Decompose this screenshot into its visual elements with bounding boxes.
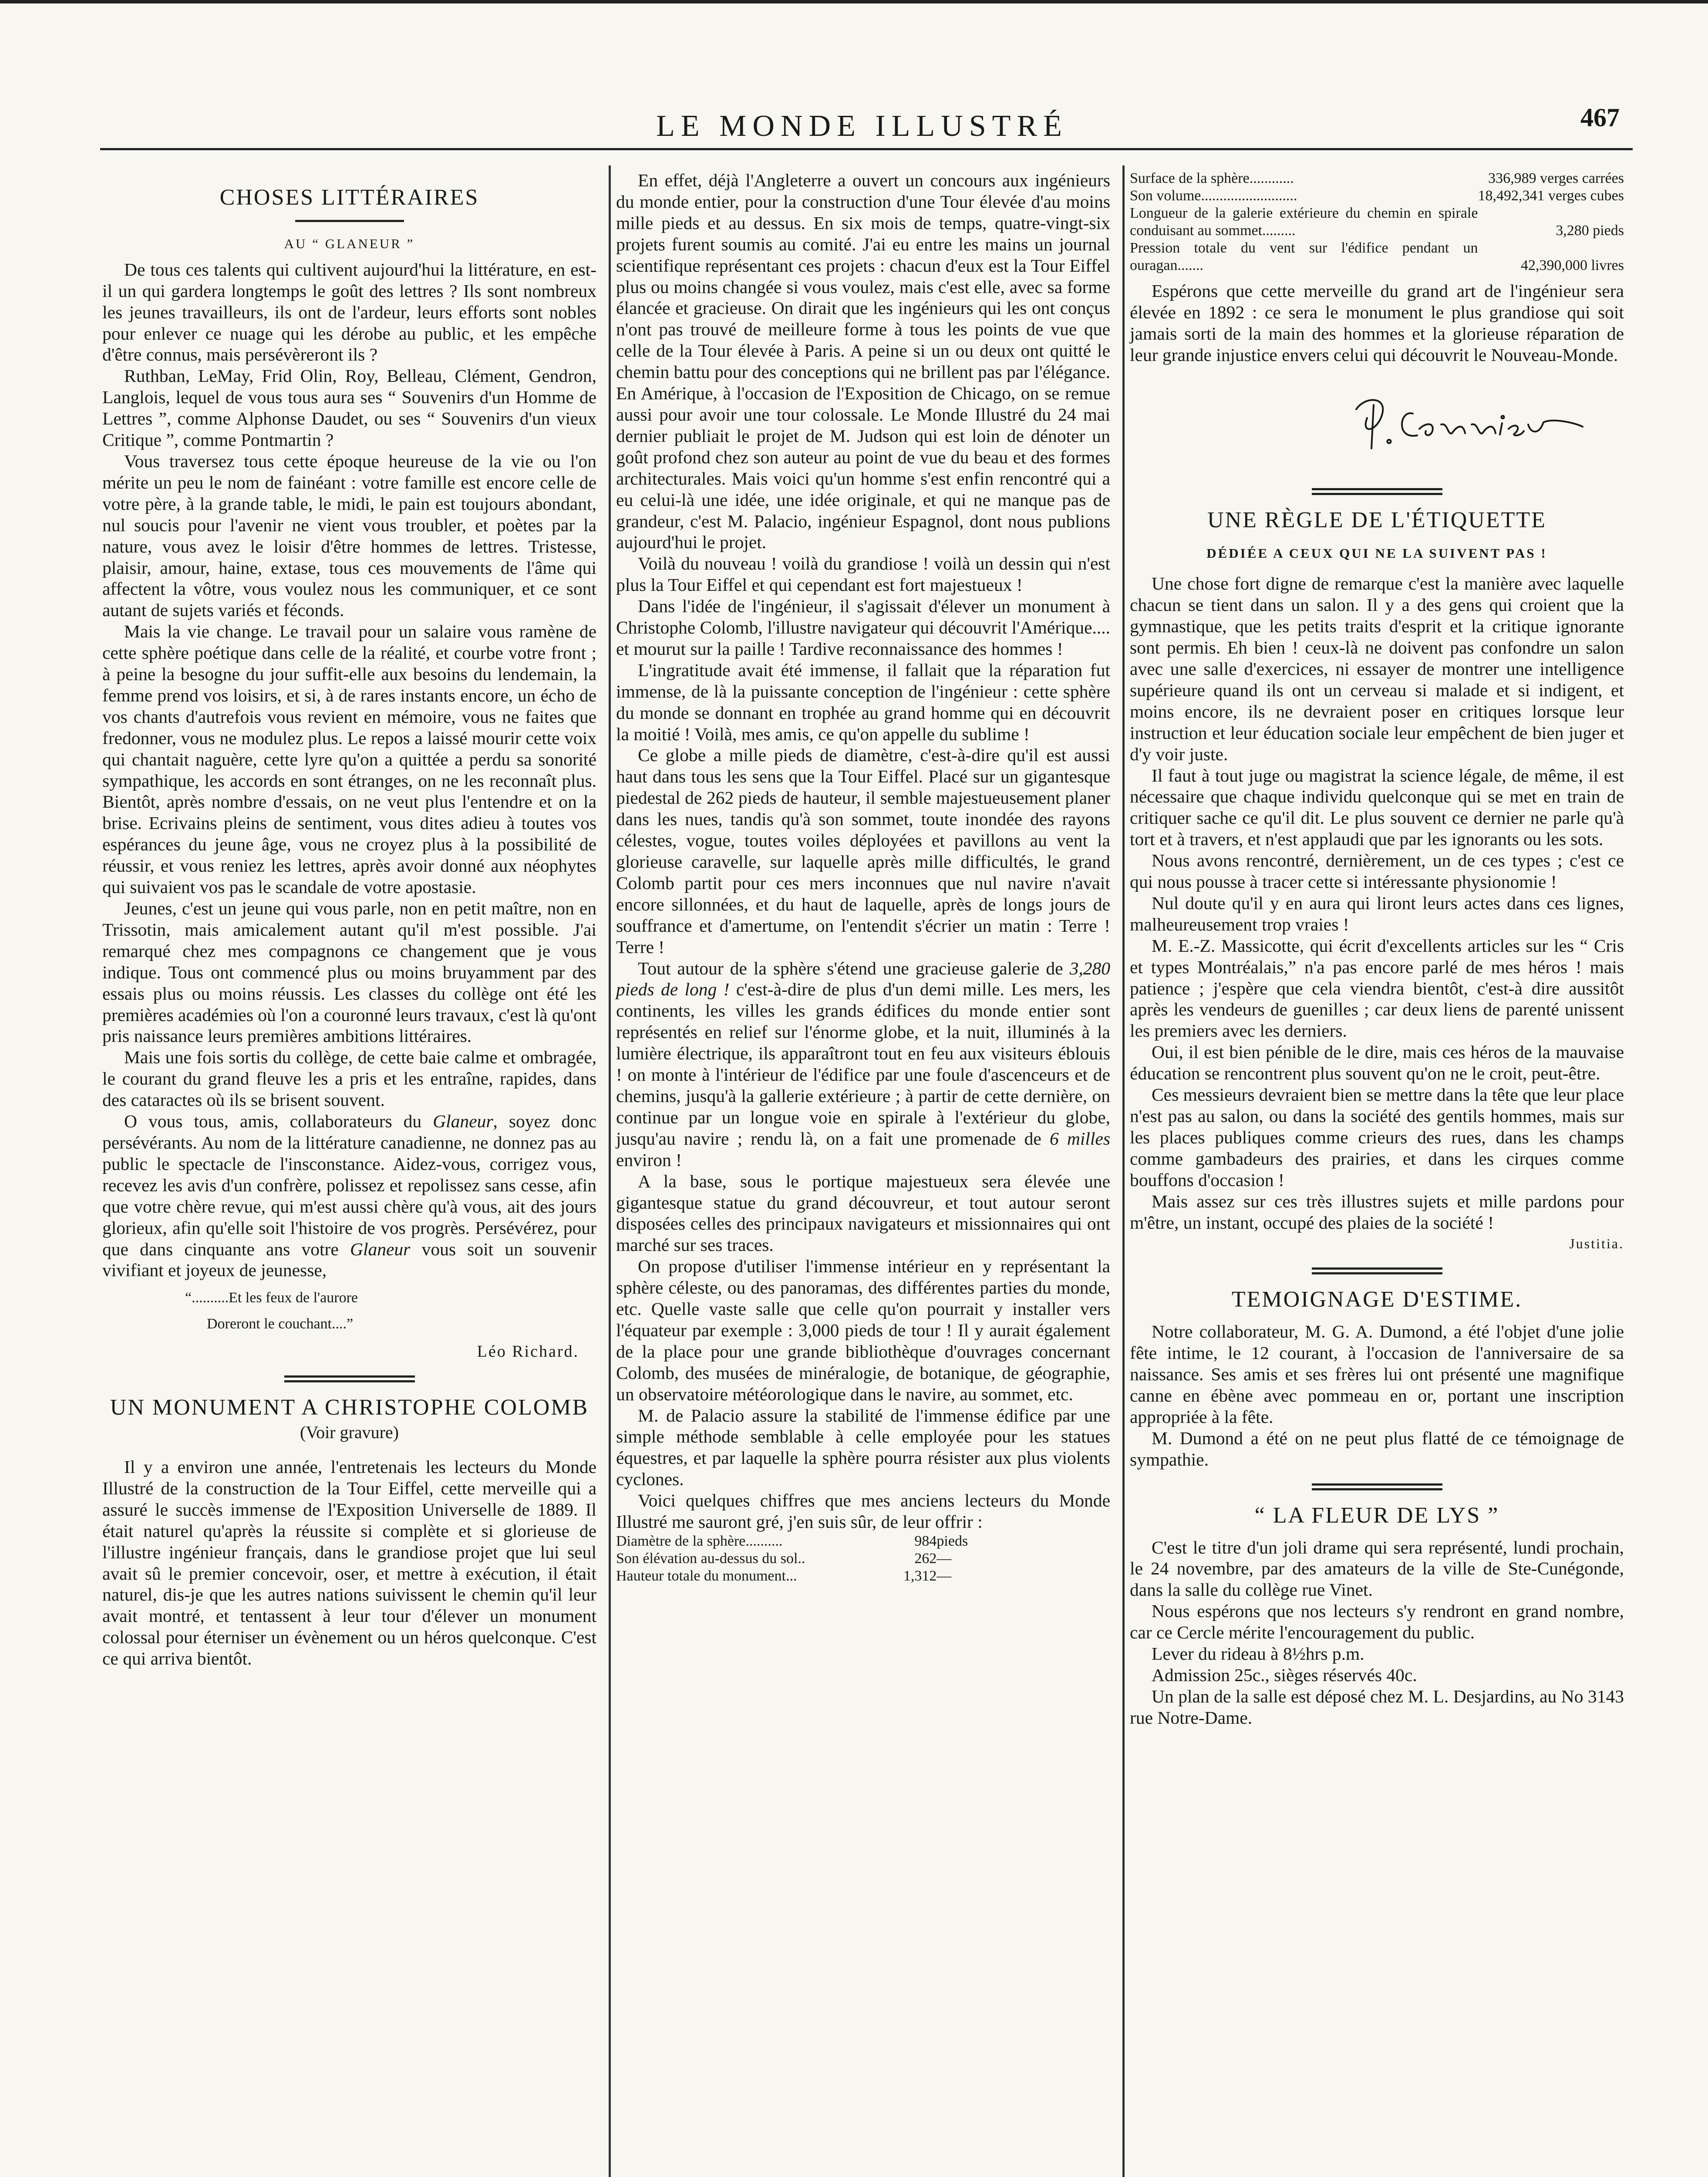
column-divider bbox=[1122, 165, 1125, 2177]
column-divider bbox=[609, 165, 611, 2177]
paragraph: Espérons que cette merveille du grand art de l'ingénieur sera élevée en 1892 : ce sera le monument le plus grandiose qui soit jamais sorti de la main des hommes et la glorieuse réparation de leur grande injustice envers celui qui découvrit le Nouveau-Monde. bbox=[1130, 281, 1624, 365]
paragraph: En effet, déjà l'Angleterre a ouvert un concours aux ingénieurs du monde entier, pour la construction d'une Tour élevée d'au moins mille pieds et au dessus. En six mois de temps, quatre-vingt-six projets furent soumis au comité. J'ai eu entre les mains un journal scientifique représentant ces projets : chacun d'eux est la Tour Eiffel plus ou moins changée si vous voulez, mais c'est elle, avec sa forme élancée et gracieuse. On dirait que les ingénieurs qui les ont conçus n'ont pas trouvé de meilleure forme à tous les points de vue que celle de la Tour élevée à Paris. A peine si un ou deux ont quitté le chemin battu pour des conceptions qui ne brillent pas par l'élégance. En Amérique, à l'occasion de l'Exposition de Chicago, on se remue aussi pour avoir une tour colossale. Le Monde Illustré du 24 mai dernier publiait le projet de M. Judson qui est loin de dénoter un goût profond chez son auteur au point de vue du beau et des formes architecturales. Mais voici qu'un homme s'est enfin rencontré qui a eu celui-là une idée, une idée originale, et qui ne manque pas de grandeur, c'est M. Palacio, ingénieur Espagnol, dont nous publions aujourd'hui le projet. bbox=[616, 170, 1110, 553]
paragraph: Notre collaborateur, M. G. A. Dumond, a été l'objet d'une jolie fête intime, le 12 courant, à l'occasion de l'anniversaire de sa naissance. Ses amis et ses frères lui ont présenté une magnifique canne en ébène avec pommeau en or, portant une inscription appropriée à la fête. bbox=[1130, 1321, 1624, 1427]
paragraph: L'ingratitude avait été immense, il fallait que la réparation fut immense, de là la puissante conception de l'ingénieur : cette sphère du monde se donnant en trophée au grand homme qui en découvrit la moitié ! Voilà, mes amis, ce qu'on appelle du sublime ! bbox=[616, 660, 1110, 744]
paragraph: Jeunes, c'est un jeune qui vous parle, non en petit maître, non en Trissotin, mais amicalement autant qu'il m'est possible. J'ai remarqué chez mes compagnons ce changement que je vous indique. Tous ont commencé plus ou moins bruyamment par des essais plus ou moins réussis. Les classes du collège ont été les premières académies où l'on a couronné leurs travaux, c'est là qu'ont pris naissance leurs premières ambitions littéraires. bbox=[102, 898, 596, 1046]
article-title: UN MONUMENT A CHRISTOPHE COLOMB bbox=[110, 1395, 589, 1420]
paragraph: Oui, il est bien pénible de le dire, mais ces héros de la mauvaise éducation se rencontrent plus souvent qu'on ne le croit, peut-être. bbox=[1130, 1042, 1624, 1084]
stat-label: Son volume.......................... bbox=[1130, 188, 1297, 204]
header-rule bbox=[100, 148, 1633, 150]
stat-value: 42,390,000 livres bbox=[1520, 257, 1624, 273]
column-1 bbox=[102, 170, 596, 1669]
author-signature: Léo Richard. bbox=[477, 1342, 579, 1361]
column-2 bbox=[616, 170, 1110, 1585]
paragraph: Admission 25c., sièges réservés 40c. bbox=[1152, 1665, 1417, 1685]
stat-label: Surface de la sphère............ bbox=[1130, 170, 1294, 186]
paragraph: O vous tous, amis, collaborateurs du Glaneur, soyez donc persévérants. Au nom de la littérature canadienne, ne donnez pas au public le spectacle de l'insconstance. Aidez-vous, corrigez vous, recevez les avis d'un confrère, polissez et repolissez sans cesse, afin que votre chère revue, qui m'est aussi chère qu'à vous, ait des jours glorieux, afin qu'elle soit l'histoire de vos progrès. Persévérez, pour que dans cinquante ans votre Glaneur vous soit un souvenir vivifiant et joyeux de jeunesse, bbox=[102, 1111, 597, 1281]
stat-label: Longueur de la galerie extérieure du chemin en spirale conduisant au sommet......... bbox=[1130, 205, 1478, 239]
paragraph: Nous avons rencontré, dernièrement, un de ces types ; c'est ce qui nous pousse à tracer cette si intéressante physionomie ! bbox=[1130, 850, 1624, 892]
section-rule bbox=[1312, 1483, 1442, 1490]
table-row bbox=[616, 1567, 982, 1585]
paragraph: Mais assez sur ces très illustres sujets et mille pardons pour m'être, un instant, occupé des plaies de la société ! bbox=[1130, 1191, 1624, 1233]
paragraph: Tout autour de la sphère s'étend une gracieuse galerie de 3,280 pieds de long ! c'est-à-dire de plus d'un demi mille. Les mers, les continents, les villes les grands édifices du monde entier sont représentés en relief sur l'énorme globe, et la nuit, illuminés à la lumière électrique, ils apparaîtront tout en feu aux visiteurs éblouis ! on monte à l'intérieur de l'édifice par une foule d'ascenceurs et de chemins, jusqu'à la gallerie extérieure ; à partir de cette dernière, on continue par un longue voie en spirale à l'extérieur du globe, jusqu'au navire ; rendu là, on a fait une promenade de 6 milles environ ! bbox=[616, 958, 1111, 1170]
section-rule bbox=[1312, 488, 1442, 495]
paragraph: De tous ces talents qui cultivent aujourd'hui la littérature, en est-il un qui gardera longtemps le goût des lettres ? Ils sont nombreux les jeunes travailleurs, ils ont de l'ardeur, leurs efforts sont nobles pour enlever ce nuage qui les dérobe au public, et les empêche d'être connus, mais persévèreront ils ? bbox=[102, 259, 596, 365]
paragraph: Une chose fort digne de remarque c'est la manière avec laquelle chacun se tient dans un salon. Il y a des gens qui croient que la gymnastique, que les petits traits d'esprit et la critique ignorante sont permis. Eh bien ! ceux-là ne doivent pas confondre un salon avec une salle d'exercices, ni essayer de montrer une intelligence supérieure quand ils ont un cerveau si malade et si indigent, et moins encore, ils ne devraient poser en critiques lorsque leur instruction et leur éducation sociale leur empêchent de bien juger et d'y voir juste. bbox=[1130, 573, 1624, 764]
poem-quote: Doreront le couchant....” bbox=[207, 1316, 354, 1332]
stats-table bbox=[1130, 170, 1624, 274]
paragraph: M. Dumond a été on ne peut plus flatté de ce témoignage de sympathie. bbox=[1130, 1428, 1624, 1469]
page-number: 467 bbox=[1580, 103, 1620, 132]
stat-value: 1,312 bbox=[903, 1568, 937, 1584]
paragraph: Un plan de la salle est déposé chez M. L. Desjardins, au No 3143 rue Notre-Dame. bbox=[1130, 1686, 1624, 1728]
article-subtitle: AU “ GLANEUR ” bbox=[284, 236, 415, 251]
author-signature: Justitia. bbox=[1569, 1236, 1624, 1252]
paragraph: Ruthban, LeMay, Frid Olin, Roy, Belleau, Clément, Gendron, Langlois, lequel de vous tous aura ses “ Souvenirs d'un Homme de Lettres ”, comme Alphonse Daudet, ou ses “ Souvenirs d'un vieux Critique ”, comme Pontmartin ? bbox=[102, 366, 596, 450]
paragraph: C'est le titre d'un joli drame qui sera représenté, lundi prochain, le 24 novembre, par des amateurs de la ville de Ste-Cunégonde, dans la salle du collège rue Vinet. bbox=[1130, 1537, 1624, 1600]
paragraph: Nous espérons que nos lecteurs s'y rendront en grand nombre, car ce Cercle mérite l'encouragement du public. bbox=[1130, 1601, 1624, 1643]
title-rule bbox=[295, 220, 404, 222]
paragraph: Ces messieurs devraient bien se mettre dans la tête que leur place n'est pas au salon, ou dans la société des gentils hommes, mais sur les places publiques comme crieurs des rues, dans les champs comme gambadeurs des prairies, et dans les cirques comme bouffons d'occasion ! bbox=[1130, 1085, 1624, 1190]
stat-value: 262 bbox=[914, 1550, 937, 1567]
top-border bbox=[0, 0, 1708, 3]
table-row bbox=[1130, 205, 1624, 239]
masthead-title: LE MONDE ILLUSTRÉ bbox=[656, 109, 1068, 143]
stat-label: Son élévation au-dessus du sol.. bbox=[616, 1550, 805, 1567]
stats-table bbox=[616, 1533, 982, 1585]
section-rule bbox=[1312, 1267, 1442, 1274]
paragraph: Voici quelques chiffres que mes anciens lecteurs du Monde Illustré me sauront gré, j'en suis sûr, de leur offrir : bbox=[616, 1490, 1110, 1532]
poem-quote: “..........Et les feux de l'aurore bbox=[185, 1290, 358, 1306]
stat-label: Hauteur totale du monument... bbox=[616, 1568, 797, 1584]
stat-unit: pieds bbox=[937, 1533, 968, 1549]
paragraph: Il y a environ une année, l'entretenais les lecteurs du Monde Illustré de la construction de la Tour Eiffel, cette merveille qui a assuré le succès immense de l'Exposition Universelle de 1889. Il était naturel qu'après la réussite si complète et si glorieuse de l'illustre ingénieur français, dans le grandiose projet que lui seul avait sû le premier concevoir, oser, et mettre à exécution, il était naturel, dis-je que les autres nations suivissent le chemin qu'il leur avait montré, et tentassent à leur tour d'élever un monument colossal pour éterniser un évènement ou un héros quelconque. C'est ce qui arriva bientôt. bbox=[102, 1457, 596, 1669]
column-3 bbox=[1130, 170, 1624, 1729]
stat-label: Diamètre de la sphère.......... bbox=[616, 1533, 783, 1549]
handwritten-signature bbox=[1348, 392, 1591, 453]
paragraph: Nul doute qu'il y en aura qui liront leurs actes dans ces lignes, malheureusement trop vraies ! bbox=[1130, 893, 1624, 934]
table-row bbox=[616, 1533, 982, 1550]
section-rule bbox=[284, 1375, 415, 1382]
stat-value: 18,492,341 verges cubes bbox=[1478, 188, 1624, 204]
article-title: CHOSES LITTÉRAIRES bbox=[219, 185, 479, 210]
stat-value: 336,989 verges carrées bbox=[1488, 170, 1624, 186]
paragraph: Mais une fois sortis du collège, de cette baie calme et ombragée, le courant du grand fleuve les a pris et les entraîne, rapides, dans des cataractes où ils se brisent souvent. bbox=[102, 1047, 596, 1110]
table-row bbox=[616, 1550, 982, 1567]
paragraph: M. de Palacio assure la stabilité de l'immense édifice par une simple méthode semblable à celle employée pour les statues équestres, et par laquelle la sphère pourra résister aux plus violents cyclones. bbox=[616, 1405, 1110, 1490]
article-title: TEMOIGNAGE D'ESTIME. bbox=[1231, 1287, 1523, 1312]
paragraph: On propose d'utiliser l'immense intérieur en y représentant la sphère céleste, ou des panoramas, des différentes parties du monde, etc. Quelle vaste salle que celle qu'on pourrait y installer vers l'équateur par exemple : 3,000 pieds de tour ! Il y aurait également de la place pour une grande bibliothèque d'ouvrages concernant Colomb, des musées de minéralogie, de botanique, de géographie, un observatoire météorologique dans le navire, au sommet, etc. bbox=[616, 1256, 1110, 1404]
paragraph: Ce globe a mille pieds de diamètre, c'est-à-dire qu'il est aussi haut dans tous les sens que la Tour Eiffel. Placé sur un gigantesque piedestal de 262 pieds de hauteur, il semble majestueusement planer dans les nues, tandis qu'à son sommet, toute inondée des rayons célestes, vogue, toutes voiles déployées et pavillons au vent la glorieuse caravelle, sur laquelle après mille difficultés, le grand Colomb partit pour ces mers inconnues que nul navire n'avait encore sillonnées, et du haut de laquelle, après de longs jours de souffrance et d'amertume, on l'entendit s'écrier un matin : Terre ! Terre ! bbox=[616, 745, 1110, 957]
article-title: “ LA FLEUR DE LYS ” bbox=[1254, 1503, 1499, 1528]
paragraph: A la base, sous le portique majestueux sera élevée une gigantesque statue du grand découvreur, et tout autour seront disposées celles des principaux navigateurs et missionnaires qui ont marché sur ses traces. bbox=[616, 1171, 1110, 1255]
stat-label: Pression totale du vent sur l'édifice pendant un ouragan....... bbox=[1130, 240, 1478, 273]
paragraph: M. E.-Z. Massicotte, qui écrit d'excellents articles sur les “ Cris et types Montréalais,” n'a pas encore parlé de mes héros ! mais patience ; j'espère que cela viendra bientôt, c'est-à dire aussitôt après les vendeurs de guenilles ; car deux liens de parenté unissent les premiers avec les derniers. bbox=[1130, 935, 1624, 1041]
stat-value: 3,280 pieds bbox=[1556, 222, 1624, 239]
stat-unit: — bbox=[937, 1550, 952, 1567]
paragraph: Dans l'idée de l'ingénieur, il s'agissait d'élever un monument à Christophe Colomb, l'illustre navigateur qui découvrit l'Amérique.... et mourut sur la paille ! Tardive reconnaissance des hommes ! bbox=[616, 596, 1110, 659]
dedication: DÉDIÉE A CEUX QUI NE LA SUIVENT PAS ! bbox=[1206, 546, 1547, 561]
table-row bbox=[1130, 239, 1624, 274]
paragraph: Mais la vie change. Le travail pour un salaire vous ramène de cette sphère poétique dans celle de la réalité, et courbe votre front ; à peine la besogne du jour suffit-elle aux besoins du lendemain, la femme prend vos loisirs, et si, à de rares instants encore, un écho de vos chants d'autrefois vous revient en mémoire, vous ne faites que fredonner, vous ne modulez plus. Le repos a laissé mourir cette voix qui chantait naguère, cette lyre qu'on a quittée a perdu sa sonorité sympathique, les accords en sont étranges, on ne les reconnaît plus. Bientôt, après nombre d'essais, on ne veut plus l'entendre et on la brise. Ecrivains pleins de sentiment, vous dites adieu à toutes vos espérances du jeune âge, vous ne croyez plus à la possibilité de réussir, et vous reniez les lettres, après avoir donné aux néophytes qui suivaient vos pas le scandale de votre apostasie. bbox=[102, 621, 596, 897]
stat-value: 984 bbox=[914, 1533, 937, 1549]
paragraph: Vous traversez tous cette époque heureuse de la vie ou l'on mérite un peu le nom de fainéant : votre famille est encore celle de votre père, à la grande table, le midi, le pain est toujours abondant, nul soucis pour l'avenir ne vient vous troubler, et poètes par la nature, vous avez le loisir d'être hommes de lettres. Tristesse, plaisir, amour, haine, extase, tous ces mouvements de l'âme qui affectent la vôtre, vous voulez nous les communiquer, et ce sont autant de sujets variés et féconds. bbox=[102, 451, 596, 620]
stat-unit: — bbox=[937, 1568, 952, 1584]
table-row bbox=[1130, 170, 1624, 187]
table-row bbox=[1130, 187, 1624, 205]
paragraph: Voilà du nouveau ! voilà du grandiose ! voilà un dessin qui n'est plus la Tour Eiffel et qui cependant est fort majestueux ! bbox=[616, 553, 1110, 595]
paragraph: Il faut à tout juge ou magistrat la science légale, de même, il est nécessaire que chaque individu quelconque qui se met en train de critiquer sache ce qu'il dit. Le plus souvent ce dernier ne parle qu'à tort et à travers, et n'est applaudi que par les ignorants ou les sots. bbox=[1130, 765, 1624, 849]
paragraph: Lever du rideau à 8½hrs p.m. bbox=[1152, 1644, 1364, 1664]
article-title: UNE RÈGLE DE L'ÉTIQUETTE bbox=[1207, 507, 1546, 532]
article-subtitle: (Voir gravure) bbox=[300, 1422, 399, 1442]
